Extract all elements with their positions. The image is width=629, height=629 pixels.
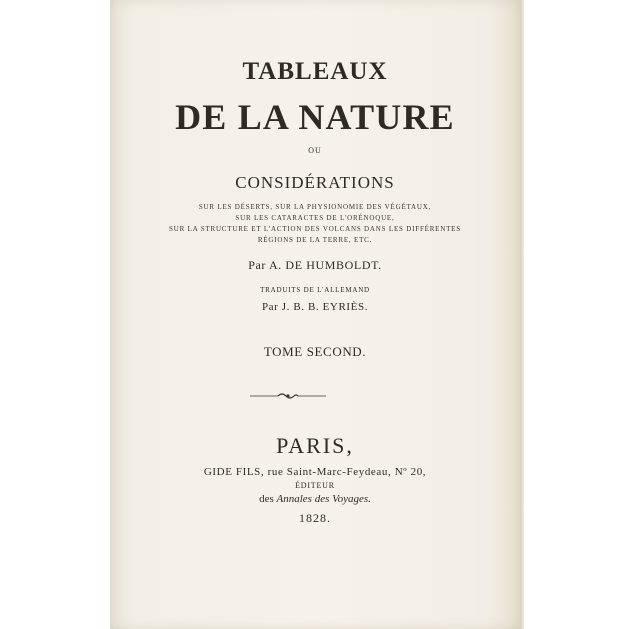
title-line-1: TABLEAUX [242,58,388,85]
title-line-3: CONSIDÉRATIONS [235,173,395,192]
page-edge [520,0,524,629]
subtitle-line-1: SUR LES DÉSERTS, SUR LA PHYSIONOMIE DES VÉGÉTAUX, [198,203,432,211]
title-line-2: DE LA NATURE [175,97,455,137]
subtitle-line-3: SUR LA STRUCTURE ET L'ACTION DES VOLCANS DANS LES DIFFÉRENTES [169,225,461,233]
subtitle-line-4: RÉGIONS DE LA TERRE, ETC. [257,236,373,244]
translator-line: Par J. B. B. EYRIÈS. [261,301,369,313]
imprint-publisher: GIDE FILS, rue Saint-Marc-Feydeau, Nº 20, [203,466,427,478]
imprint-year: 1828. [299,511,331,525]
title-ou: OU [308,146,322,155]
subtitle-line-2: SUR LES CATARACTES DE L'ORÉNOQUE, [235,214,395,222]
imprint-series [110,493,520,505]
volume-label: TOME SECOND. [263,344,367,359]
imprint-des: des [259,493,277,505]
ornament-divider [248,391,328,401]
translated-note: TRADUITS DE L'ALLEMAND [260,286,370,294]
imprint-editor-label: ÉDITEUR [295,481,335,490]
book-page [110,0,520,629]
imprint-series-title: Annales des Voyages. [276,493,371,505]
author-line: Par A. DE HUMBOLDT. [248,258,382,272]
imprint-city: PARIS, [276,433,354,458]
